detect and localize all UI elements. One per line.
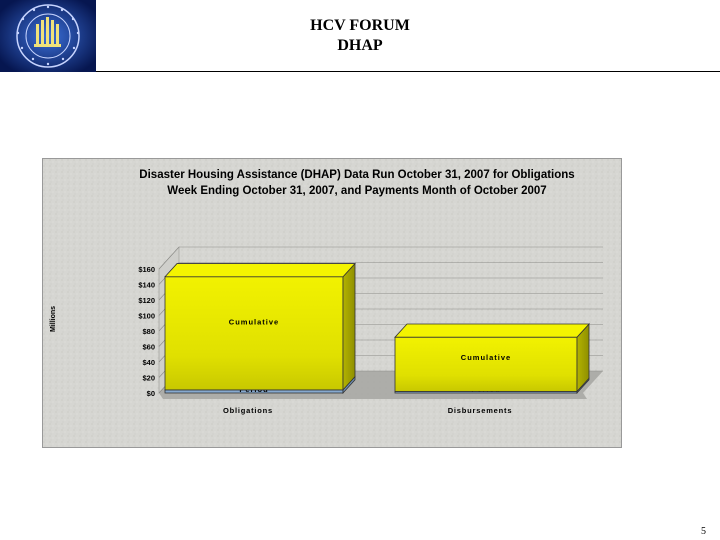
header-rule [96,71,720,72]
x-category-label: Obligations [222,406,274,415]
title-line-2: DHAP [337,37,383,54]
seal-graphic [0,0,96,72]
chart-panel [42,158,622,448]
x-category-label: Disbursements [447,406,513,415]
page-title [96,16,624,56]
bar-top [165,264,355,277]
y-tick-label: $120 [138,296,155,305]
bar-series-label: Cumulative [228,317,280,327]
bar-front-cumulative [165,277,343,390]
dhap-chart [43,159,621,447]
y-tick-label: $0 [146,389,155,398]
bar-front-cumulative [395,337,577,391]
chart-subtitle: Week Ending October 31, 2007, and Payments Month of October 2007 [167,185,547,197]
y-tick-label: $80 [142,327,155,336]
y-tick-label: $20 [142,373,155,383]
bar-series-label: Cumulative [460,352,512,362]
y-axis-label: Millions [50,305,57,333]
y-tick-label: $40 [142,358,155,367]
page-number: 5 [701,526,706,537]
y-tick-label: $160 [138,265,155,274]
y-tick-label: $140 [138,280,155,290]
y-tick-label: $60 [142,342,155,352]
title-line-1: HCV FORUM [310,17,410,34]
bar-top [395,324,589,337]
y-tick-label: $100 [138,311,155,321]
hud-seal-logo [0,0,96,72]
bar-side-cumulative [343,264,355,390]
chart-title: Disaster Housing Assistance (DHAP) Data Run October 31, 2007 for Obligations [139,169,575,181]
